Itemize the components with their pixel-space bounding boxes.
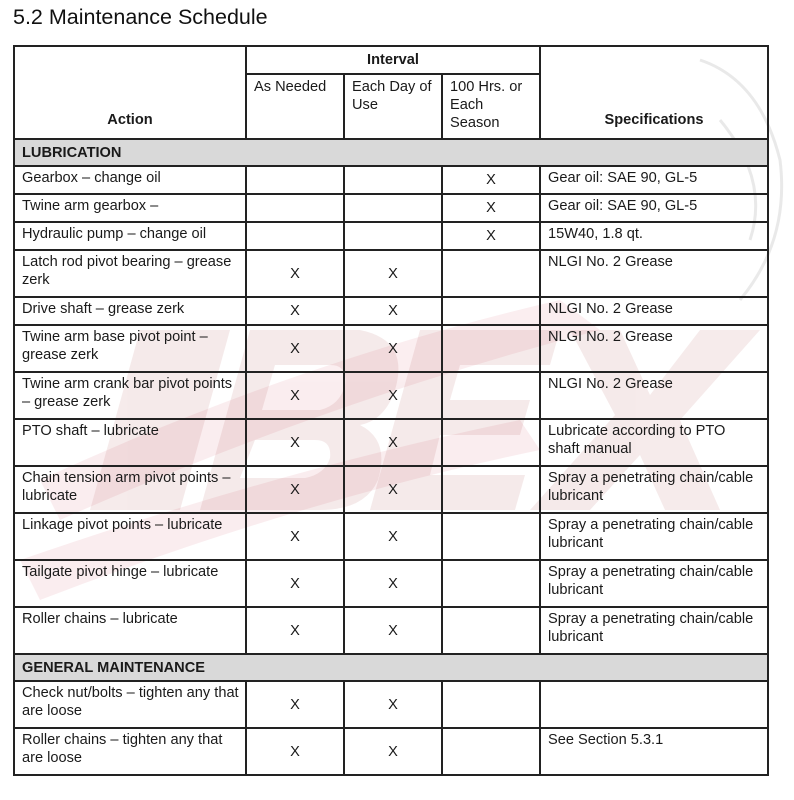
table-row xyxy=(14,513,768,560)
each-day-cell: X xyxy=(344,728,442,775)
as-needed-cell: X xyxy=(246,466,344,513)
action-cell: Check nut/bolts – tighten any that are loose xyxy=(14,681,246,728)
each-day-cell xyxy=(344,166,442,194)
each-day-cell: X xyxy=(344,681,442,728)
each-day-cell: X xyxy=(344,372,442,419)
column-header-100-hrs: 100 Hrs. or Each Season xyxy=(442,74,540,139)
as-needed-cell: X xyxy=(246,372,344,419)
action-cell: Latch rod pivot bearing – grease zerk xyxy=(14,250,246,297)
table-row xyxy=(14,560,768,607)
each-day-cell: X xyxy=(344,560,442,607)
each-day-cell xyxy=(344,194,442,222)
table-row xyxy=(14,222,768,250)
specification-cell: 15W40, 1.8 qt. xyxy=(540,222,768,250)
page-title: 5.2 Maintenance Schedule xyxy=(13,5,268,29)
action-cell: Chain tension arm pivot points – lubricate xyxy=(14,466,246,513)
column-header-each-day: Each Day of Use xyxy=(344,74,442,139)
column-header-specifications: Specifications xyxy=(540,46,768,139)
as-needed-cell xyxy=(246,166,344,194)
specification-cell: Spray a penetrating chain/cable lubricant xyxy=(540,560,768,607)
action-cell: Hydraulic pump – change oil xyxy=(14,222,246,250)
hours-cell: X xyxy=(442,166,540,194)
each-day-cell xyxy=(344,222,442,250)
specification-cell: Spray a penetrating chain/cable lubricant xyxy=(540,607,768,654)
table-row xyxy=(14,166,768,194)
hours-cell xyxy=(442,250,540,297)
action-cell: Tailgate pivot hinge – lubricate xyxy=(14,560,246,607)
as-needed-cell: X xyxy=(246,560,344,607)
each-day-cell: X xyxy=(344,325,442,372)
table-row xyxy=(14,607,768,654)
section-heading: LUBRICATION xyxy=(14,139,768,166)
as-needed-cell: X xyxy=(246,250,344,297)
hours-cell xyxy=(442,372,540,419)
table-row xyxy=(14,419,768,466)
hours-cell xyxy=(442,297,540,325)
table-row xyxy=(14,372,768,419)
table-row xyxy=(14,194,768,222)
hours-cell: X xyxy=(442,194,540,222)
specification-cell: See Section 5.3.1 xyxy=(540,728,768,775)
each-day-cell: X xyxy=(344,297,442,325)
action-cell: Twine arm crank bar pivot points – grease zerk xyxy=(14,372,246,419)
each-day-cell: X xyxy=(344,466,442,513)
action-cell: Linkage pivot points – lubricate xyxy=(14,513,246,560)
as-needed-cell xyxy=(246,222,344,250)
column-header-interval: Interval xyxy=(246,46,540,74)
hours-cell xyxy=(442,325,540,372)
action-cell: Roller chains – tighten any that are loose xyxy=(14,728,246,775)
hours-cell xyxy=(442,560,540,607)
column-header-action: Action xyxy=(14,46,246,139)
specification-cell: NLGI No. 2 Grease xyxy=(540,297,768,325)
action-cell: Twine arm base pivot point – grease zerk xyxy=(14,325,246,372)
specification-cell: NLGI No. 2 Grease xyxy=(540,372,768,419)
specification-cell: Gear oil: SAE 90, GL-5 xyxy=(540,194,768,222)
hours-cell xyxy=(442,466,540,513)
specification-cell: Lubricate according to PTO shaft manual xyxy=(540,419,768,466)
each-day-cell: X xyxy=(344,607,442,654)
each-day-cell: X xyxy=(344,250,442,297)
each-day-cell: X xyxy=(344,419,442,466)
hours-cell xyxy=(442,419,540,466)
section-heading: GENERAL MAINTENANCE xyxy=(14,654,768,681)
each-day-cell: X xyxy=(344,513,442,560)
action-cell: Roller chains – lubricate xyxy=(14,607,246,654)
as-needed-cell: X xyxy=(246,728,344,775)
hours-cell xyxy=(442,607,540,654)
as-needed-cell xyxy=(246,194,344,222)
specification-cell: NLGI No. 2 Grease xyxy=(540,250,768,297)
action-cell: Gearbox – change oil xyxy=(14,166,246,194)
hours-cell xyxy=(442,513,540,560)
action-cell: Drive shaft – grease zerk xyxy=(14,297,246,325)
table-row xyxy=(14,681,768,728)
specification-cell: Gear oil: SAE 90, GL-5 xyxy=(540,166,768,194)
as-needed-cell: X xyxy=(246,419,344,466)
as-needed-cell: X xyxy=(246,325,344,372)
as-needed-cell: X xyxy=(246,607,344,654)
specification-cell: Spray a penetrating chain/cable lubricant xyxy=(540,513,768,560)
hours-cell: X xyxy=(442,222,540,250)
hours-cell xyxy=(442,681,540,728)
section-row xyxy=(14,654,768,681)
table-row xyxy=(14,250,768,297)
as-needed-cell: X xyxy=(246,681,344,728)
column-header-as-needed: As Needed xyxy=(246,74,344,139)
hours-cell xyxy=(442,728,540,775)
maintenance-schedule-table xyxy=(13,45,769,776)
specification-cell xyxy=(540,681,768,728)
action-cell: PTO shaft – lubricate xyxy=(14,419,246,466)
specification-cell: NLGI No. 2 Grease xyxy=(540,325,768,372)
section-row xyxy=(14,139,768,166)
as-needed-cell: X xyxy=(246,297,344,325)
specification-cell: Spray a penetrating chain/cable lubricant xyxy=(540,466,768,513)
table-row xyxy=(14,297,768,325)
table-row xyxy=(14,466,768,513)
table-row xyxy=(14,728,768,775)
as-needed-cell: X xyxy=(246,513,344,560)
table-row xyxy=(14,325,768,372)
action-cell: Twine arm gearbox – xyxy=(14,194,246,222)
